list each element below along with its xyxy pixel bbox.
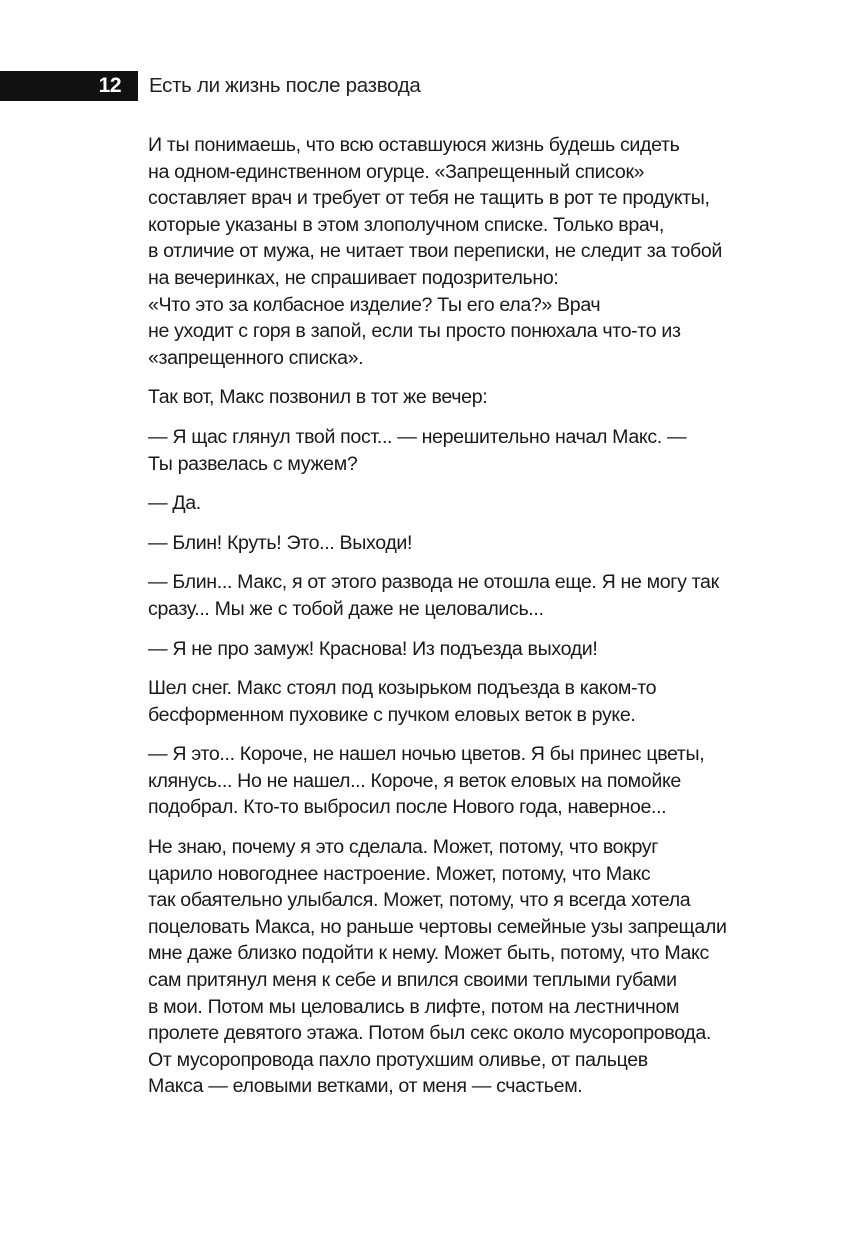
paragraph (148, 132, 768, 371)
text-line: — Я это... Короче, не нашел ночью цветов. Я бы принес цветы, (148, 743, 705, 766)
text-line: сразу... Мы же с тобой даже не целовались... (148, 597, 544, 620)
text-line: поцеловать Макса, но раньше чертовы семейные узы запрещали (148, 915, 727, 938)
body-text (148, 132, 768, 1113)
text-line: так обаятельно улыбался. Может, потому, что я всегда хотела (148, 889, 691, 912)
text-line: сам притянул меня к себе и впился своими теплыми губами (148, 969, 677, 992)
paragraph (148, 569, 768, 622)
text-line: которые указаны в этом злополучном списке. Только врач, (148, 213, 664, 236)
paragraph (148, 675, 768, 728)
text-line: Макса — еловыми ветками, от меня — счастьем. (148, 1075, 583, 1098)
text-line: «Что это за колбасное изделие? Ты его ела?» Врач (148, 293, 601, 316)
running-header (0, 71, 420, 101)
text-line: Ты развелась с мужем? (148, 452, 358, 475)
text-line: в отличие от мужа, не читает твои переписки, не следит за тобой (148, 240, 722, 263)
paragraph (148, 741, 768, 821)
text-line: подобрал. Кто-то выбросил после Нового года, наверное... (148, 796, 667, 819)
text-line: бесформенном пуховике с пучком еловых веток в руке. (148, 703, 636, 726)
paragraph (148, 636, 768, 663)
paragraph (148, 490, 768, 517)
page-number: 12 (0, 71, 138, 101)
text-line: клянусь... Но не нашел... Короче, я веток еловых на помойке (148, 769, 681, 792)
text-line: на вечеринках, не спрашивает подозрительно: (148, 266, 559, 289)
text-line: царило новогоднее настроение. Может, потому, что Макс (148, 862, 651, 885)
text-line: мне даже близко подойти к нему. Может быть, потому, что Макс (148, 942, 709, 965)
paragraph (148, 424, 768, 477)
text-line: — Блин... Макс, я от этого развода не отошла еще. Я не могу так (148, 571, 719, 594)
running-title: Есть ли жизнь после развода (149, 74, 421, 97)
paragraph (148, 834, 768, 1100)
text-line: составляет врач и требует от тебя не тащить в рот те продукты, (148, 187, 710, 210)
text-line: От мусоропровода пахло протухшим оливье, от пальцев (148, 1048, 648, 1071)
text-line: — Я не про замуж! Краснова! Из подъезда выходи! (148, 637, 598, 660)
text-line: И ты понимаешь, что всю оставшуюся жизнь будешь сидеть (148, 134, 680, 156)
text-line: Не знаю, почему я это сделала. Может, потому, что вокруг (148, 836, 659, 859)
text-line: — Да. (148, 492, 201, 515)
text-line: Так вот, Макс позвонил в тот же вечер: (148, 386, 488, 409)
text-line: — Блин! Круть! Это... Выходи! (148, 531, 413, 554)
text-line: не уходит с горя в запой, если ты просто понюхала что-то из (148, 320, 681, 343)
text-line: на одном-единственном огурце. «Запрещенный список» (148, 160, 645, 183)
text-line: — Я щас глянул твой пост... — нерешительно начал Макс. — (148, 425, 687, 448)
text-line: Шел снег. Макс стоял под козырьком подъезда в каком-то (148, 677, 657, 700)
paragraph (148, 384, 768, 411)
text-line: «запрещенного списка». (148, 346, 364, 369)
text-line: пролете девятого этажа. Потом был секс около мусоропровода. (148, 1022, 712, 1045)
text-line: в мои. Потом мы целовались в лифте, потом на лестничном (148, 995, 680, 1018)
paragraph (148, 530, 768, 557)
